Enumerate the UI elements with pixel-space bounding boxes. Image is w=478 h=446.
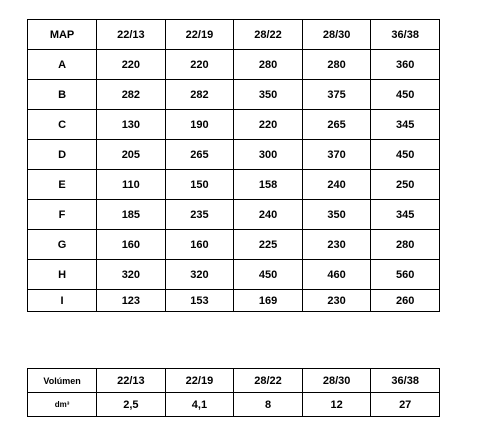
header-cell-size: 28/22: [234, 20, 303, 50]
value-cell: 370: [302, 140, 371, 170]
row-label-cell: C: [28, 110, 97, 140]
value-cell: 280: [234, 50, 303, 80]
value-cell: 150: [165, 170, 234, 200]
value-cell: 185: [97, 200, 166, 230]
value-cell: 282: [97, 80, 166, 110]
value-cell: 230: [302, 230, 371, 260]
value-cell: 169: [234, 290, 303, 312]
header-cell-size: 22/19: [165, 20, 234, 50]
table-row: [28, 110, 440, 140]
row-label-cell: E: [28, 170, 97, 200]
value-cell: 450: [371, 140, 440, 170]
value-cell: 130: [97, 110, 166, 140]
value-cell: 225: [234, 230, 303, 260]
value-cell: 220: [97, 50, 166, 80]
value-cell: 280: [371, 230, 440, 260]
row-label-cell: A: [28, 50, 97, 80]
header-cell-size: 28/30: [302, 369, 371, 393]
value-cell: 250: [371, 170, 440, 200]
table-row: [28, 230, 440, 260]
value-cell: 560: [371, 260, 440, 290]
row-label-cell: D: [28, 140, 97, 170]
row-label-cell: G: [28, 230, 97, 260]
value-cell: 230: [302, 290, 371, 312]
value-cell: 123: [97, 290, 166, 312]
value-cell: 160: [97, 230, 166, 260]
value-cell: 345: [371, 110, 440, 140]
value-cell: 110: [97, 170, 166, 200]
volume-value-cell: 4,1: [165, 393, 234, 417]
unit-label-cell: dm³: [28, 393, 97, 417]
value-cell: 153: [165, 290, 234, 312]
table-header-row: [28, 20, 440, 50]
value-cell: 450: [371, 80, 440, 110]
volume-value-cell: 8: [234, 393, 303, 417]
table-row: [28, 170, 440, 200]
table-row: [28, 260, 440, 290]
volume-value-cell: 12: [302, 393, 371, 417]
header-cell-size: 22/13: [97, 20, 166, 50]
value-cell: 240: [302, 170, 371, 200]
row-label-cell: I: [28, 290, 97, 312]
value-cell: 450: [234, 260, 303, 290]
value-cell: 320: [165, 260, 234, 290]
value-cell: 235: [165, 200, 234, 230]
volume-header-row: [28, 369, 440, 393]
header-cell-size: 28/30: [302, 20, 371, 50]
value-cell: 160: [165, 230, 234, 260]
volume-value-cell: 27: [371, 393, 440, 417]
row-label-cell: B: [28, 80, 97, 110]
value-cell: 265: [165, 140, 234, 170]
value-cell: 280: [302, 50, 371, 80]
volume-table: [27, 368, 440, 417]
value-cell: 240: [234, 200, 303, 230]
header-cell-size: 22/13: [97, 369, 166, 393]
value-cell: 300: [234, 140, 303, 170]
value-cell: 158: [234, 170, 303, 200]
value-cell: 265: [302, 110, 371, 140]
value-cell: 205: [97, 140, 166, 170]
value-cell: 460: [302, 260, 371, 290]
map-dimensions-table: [27, 19, 440, 312]
table-row: [28, 50, 440, 80]
header-cell-map: MAP: [28, 20, 97, 50]
value-cell: 350: [302, 200, 371, 230]
value-cell: 260: [371, 290, 440, 312]
value-cell: 350: [234, 80, 303, 110]
volume-value-row: [28, 393, 440, 417]
volume-value-cell: 2,5: [97, 393, 166, 417]
value-cell: 282: [165, 80, 234, 110]
row-label-cell: F: [28, 200, 97, 230]
value-cell: 190: [165, 110, 234, 140]
value-cell: 220: [234, 110, 303, 140]
value-cell: 360: [371, 50, 440, 80]
value-cell: 220: [165, 50, 234, 80]
value-cell: 345: [371, 200, 440, 230]
header-cell-size: 22/19: [165, 369, 234, 393]
table-row: [28, 80, 440, 110]
row-label-cell: H: [28, 260, 97, 290]
table-row: [28, 290, 440, 312]
volume-label-cell: Volúmen: [28, 369, 97, 393]
table-row: [28, 200, 440, 230]
header-cell-size: 36/38: [371, 369, 440, 393]
table-row: [28, 140, 440, 170]
header-cell-size: 28/22: [234, 369, 303, 393]
value-cell: 320: [97, 260, 166, 290]
header-cell-size: 36/38: [371, 20, 440, 50]
value-cell: 375: [302, 80, 371, 110]
